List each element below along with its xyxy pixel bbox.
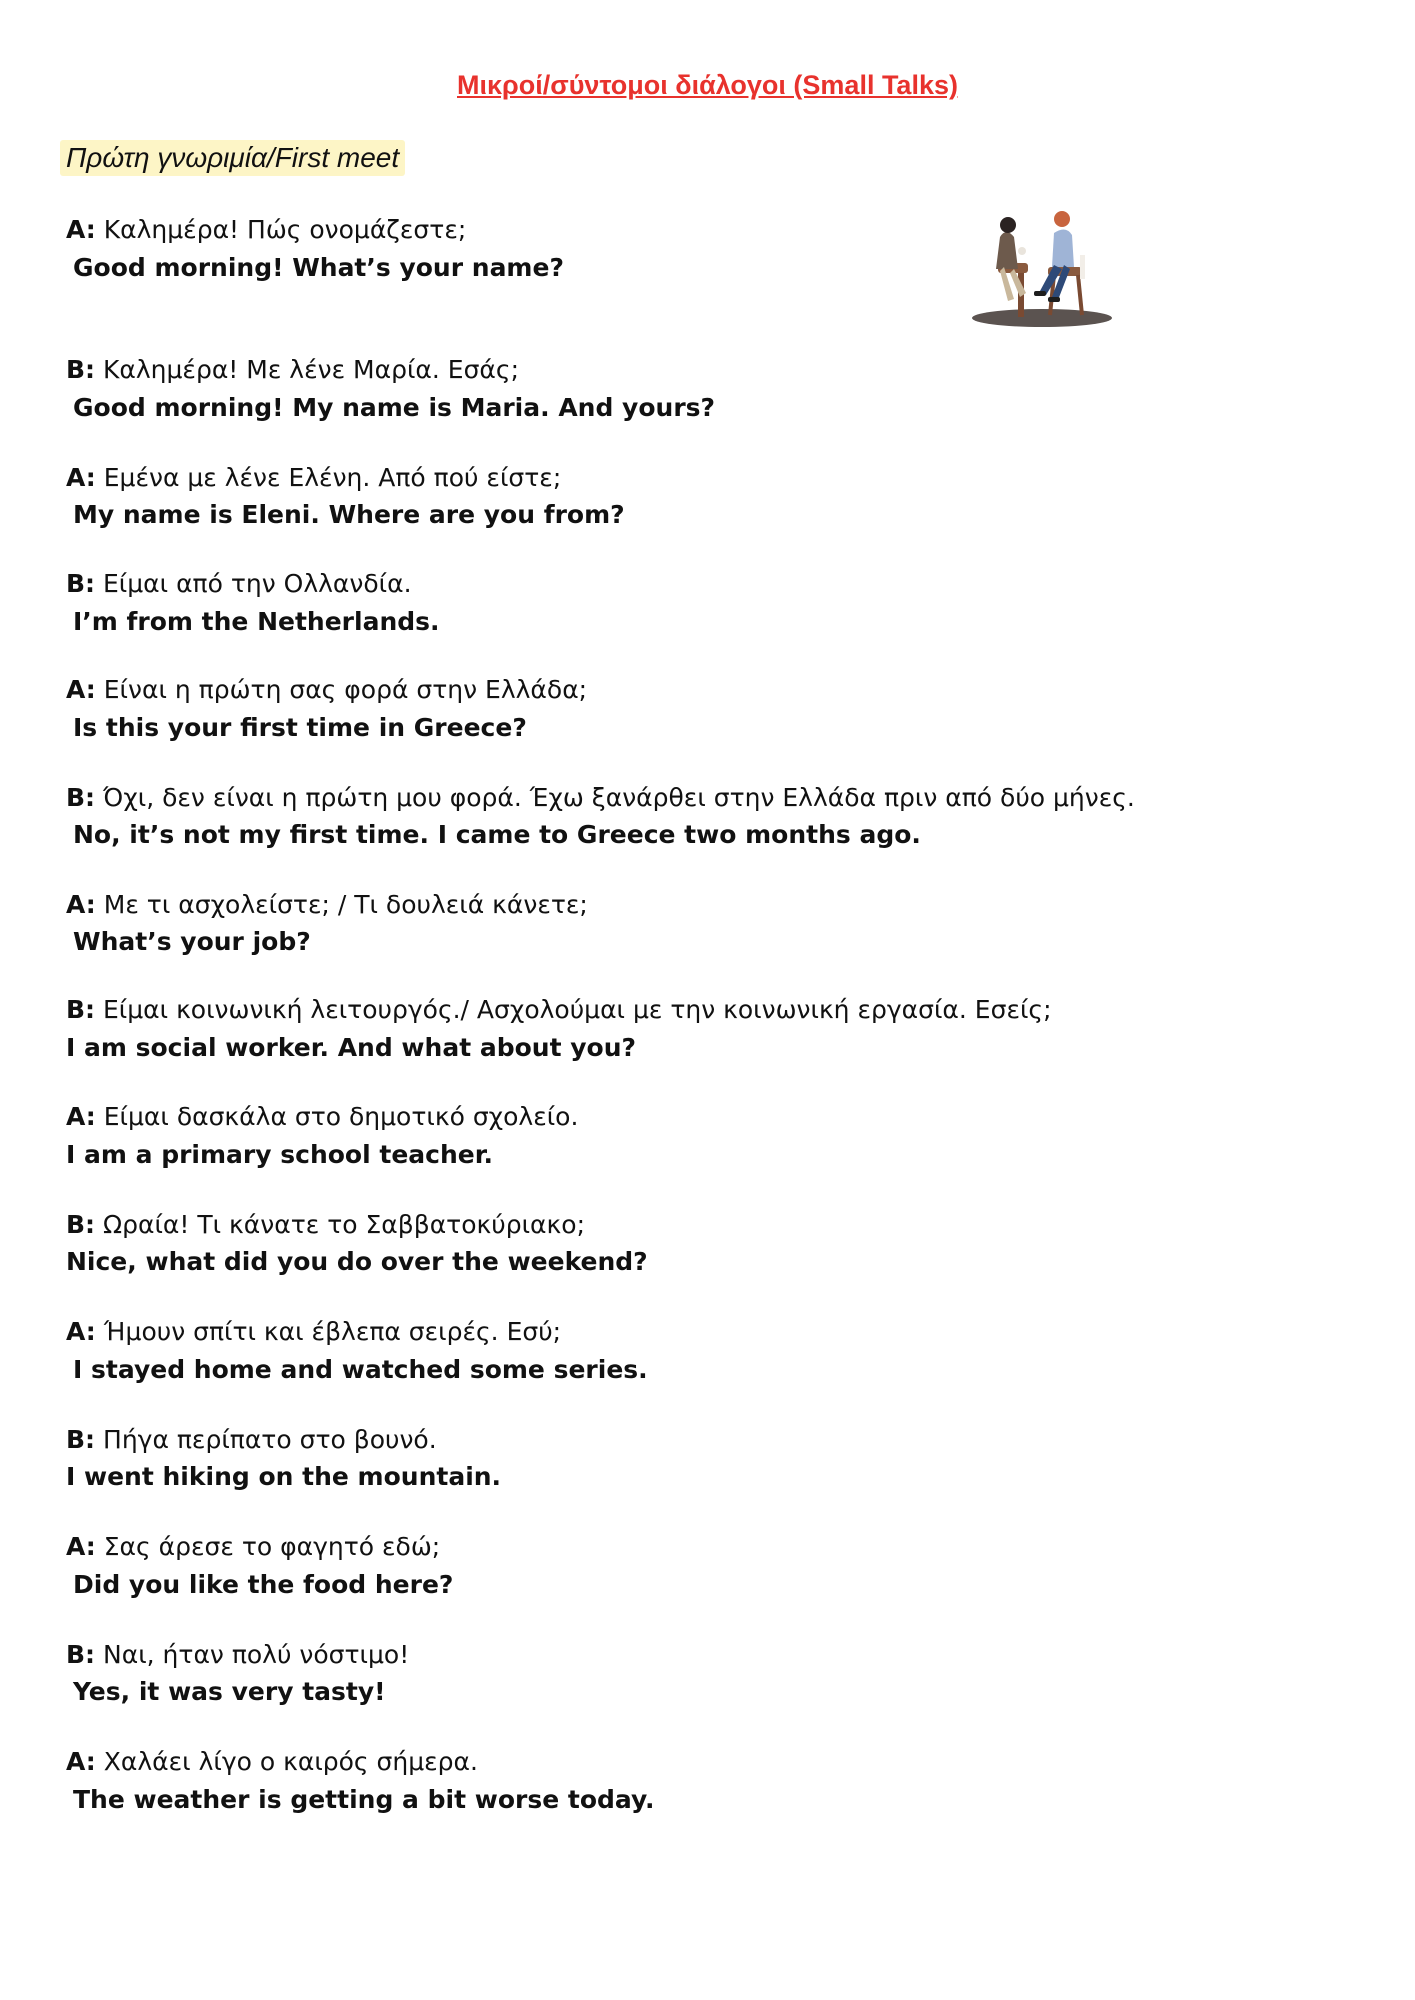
greek-text: Όχι, δεν είναι η πρώτη μου φορά. Έχω ξανάρθει στην Ελλάδα πριν από δύο μήνες. [103, 783, 1135, 812]
dialogue-greek-line [66, 1205, 1356, 1245]
greek-text: Με τι ασχολείστε; / Τι δουλειά κάνετε; [103, 890, 588, 919]
greek-text: Χαλάει λίγο ο καιρός σήμερα. [103, 1747, 478, 1776]
greek-text: Πήγα περίπατο στο βουνό. [103, 1425, 437, 1454]
dialogue-english-line: Good morning! My name is Maria. And yours? [73, 393, 716, 422]
greek-text: Καλημέρα! Με λένε Μαρία. Εσάς; [103, 355, 519, 384]
speaker-label: A: [66, 1102, 96, 1131]
dialogue-greek-line [66, 564, 1356, 604]
greek-text: Ωραία! Τι κάνατε το Σαββατοκύριακο; [103, 1210, 585, 1239]
speaker-label: B: [66, 1425, 96, 1454]
speaker-label: B: [66, 355, 96, 384]
dialogue-greek-line [66, 990, 1356, 1030]
dialogue-greek-line [66, 210, 1356, 250]
dialogue-english-line: I went hiking on the mountain. [66, 1462, 502, 1491]
dialogue-greek-line [66, 1742, 1356, 1782]
dialogue-english-line: Good morning! What’s your name? [73, 253, 564, 282]
dialogue-greek-line [66, 1635, 1356, 1675]
dialogue-english-line: I am social worker. And what about you? [66, 1033, 637, 1062]
dialogue-greek-line [66, 1527, 1356, 1567]
dialogue-greek-line [66, 778, 1356, 818]
page-title: Μικροί/σύντομοι διάλογοι (Small Talks) [457, 70, 958, 100]
greek-text: Εμένα με λένε Ελένη. Από πού είστε; [103, 463, 562, 492]
dialogue-english-line: My name is Eleni. Where are you from? [73, 500, 625, 529]
speaker-label: A: [66, 1317, 96, 1346]
greek-text: Είμαι δασκάλα στο δημοτικό σχολείο. [103, 1102, 579, 1131]
speaker-label: A: [66, 1532, 96, 1561]
dialogue-english-line: What’s your job? [73, 927, 311, 956]
speaker-label: A: [66, 1747, 96, 1776]
greek-text: Ναι, ήταν πολύ νόστιμο! [103, 1640, 410, 1669]
dialogue-english-line: The weather is getting a bit worse today. [73, 1785, 655, 1814]
dialogue-english-line: No, it’s not my first time. I came to Greece two months ago. [73, 820, 921, 849]
greek-text: Είμαι κοινωνική λειτουργός./ Ασχολούμαι με την κοινωνική εργασία. Εσείς; [103, 995, 1052, 1024]
greek-text: Σας άρεσε το φαγητό εδώ; [103, 1532, 441, 1561]
dialogue-english-line: Did you like the food here? [73, 1570, 454, 1599]
speaker-label: B: [66, 1640, 96, 1669]
dialogue-english-line: I’m from the Netherlands. [73, 607, 440, 636]
greek-text: Καλημέρα! Πώς ονομάζεστε; [103, 215, 467, 244]
dialogue-greek-line [66, 1097, 1356, 1137]
section-heading: Πρώτη γνωριμία/First meet [60, 140, 405, 176]
speaker-label: B: [66, 783, 96, 812]
dialogue-greek-line [66, 458, 1356, 498]
speaker-label: A: [66, 890, 96, 919]
speaker-label: B: [66, 995, 96, 1024]
greek-text: Είμαι από την Ολλανδία. [103, 569, 412, 598]
dialogue-greek-line [66, 1312, 1356, 1352]
dialogue-english-line: Nice, what did you do over the weekend? [66, 1247, 648, 1276]
speaker-label: B: [66, 1210, 96, 1239]
speaker-label: A: [66, 675, 96, 704]
dialogue-greek-line [66, 350, 1356, 390]
speaker-label: A: [66, 463, 96, 492]
speaker-label: A: [66, 215, 96, 244]
dialogue-english-line: Is this your first time in Greece? [73, 713, 527, 742]
dialogue-greek-line [66, 885, 1356, 925]
greek-text: Είναι η πρώτη σας φορά στην Ελλάδα; [103, 675, 588, 704]
speaker-label: B: [66, 569, 96, 598]
dialogue-english-line: I am a primary school teacher. [66, 1140, 493, 1169]
dialogue-english-line: I stayed home and watched some series. [73, 1355, 648, 1384]
greek-text: Ήμουν σπίτι και έβλεπα σειρές. Εσύ; [103, 1317, 562, 1346]
dialogue-greek-line [66, 670, 1356, 710]
dialogue-greek-line [66, 1420, 1356, 1460]
dialogue-english-line: Yes, it was very tasty! [73, 1677, 386, 1706]
